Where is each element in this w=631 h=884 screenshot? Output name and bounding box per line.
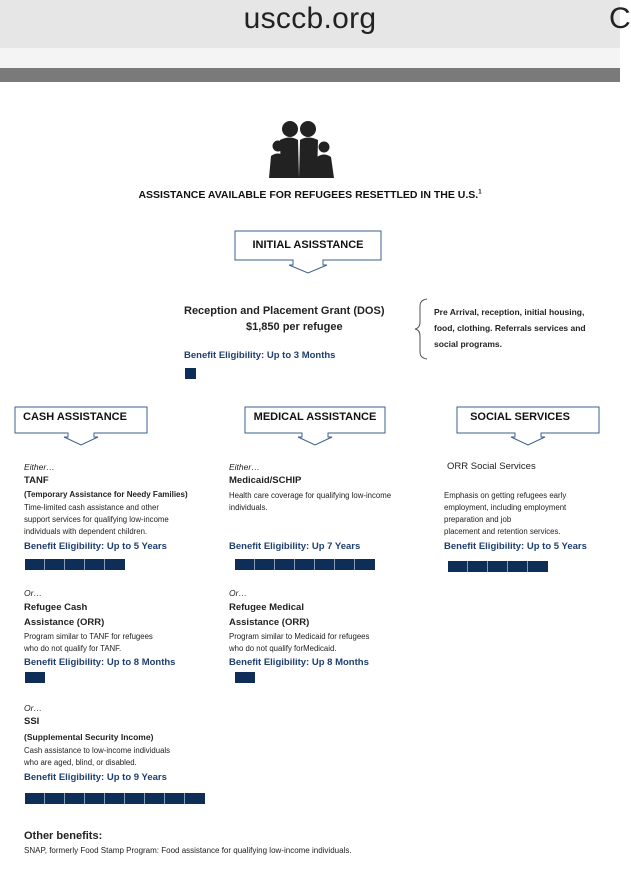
rca-title-2: Assistance (ORR) [24,617,105,628]
bar-segment [45,793,65,804]
ssi-desc-1: Cash assistance to low-income individuals [24,746,171,755]
bar-segment [125,793,145,804]
rca-desc-1: Program similar to TANF for refugees [24,632,153,641]
cash-either: Either… [24,462,55,472]
bar-segment [508,561,528,572]
bar-segment [25,559,45,570]
bar-segment [185,793,205,804]
social-desc-4: placement and retention services. [444,527,561,536]
browser-address-bar[interactable] [0,0,631,48]
bar-segment [235,559,255,570]
rma-title-1: Refugee Medical [229,602,304,613]
cash-or-2: Or… [24,703,42,713]
social-eligibility: Benefit Eligibility: Up to 5 Years [444,541,587,552]
social-eligibility-bar [448,561,548,572]
rma-eligibility: Benefit Eligibility: Up 8 Months [229,657,369,668]
bar-segment [355,559,375,570]
tanf-eligibility: Benefit Eligibility: Up to 5 Years [24,541,167,552]
ssi-eligibility: Benefit Eligibility: Up to 9 Years [24,772,167,783]
bar-segment [25,793,45,804]
bar-segment [335,559,355,570]
initial-arrow-box [234,230,382,274]
ssi-eligibility-bar [25,793,205,804]
tanf-title: TANF [24,475,49,486]
bar-segment [255,559,275,570]
rma-desc-1: Program similar to Medicaid for refugees [229,632,370,641]
rma-desc-2: who do not qualify forMedicaid. [229,644,337,653]
medical-either: Either… [229,462,260,472]
ssi-subtitle: (Supplemental Security Income) [24,732,154,742]
bar-segment [235,672,255,683]
grant-name: Reception and Placement Grant (DOS) [184,305,385,317]
bar-segment [488,561,508,572]
bar-segment [105,559,125,570]
tanf-desc-2: support services for qualifying low-income [24,515,169,524]
bar-segment [315,559,335,570]
rca-eligibility: Benefit Eligibility: Up to 8 Months [24,657,176,668]
footnote-marker: 1 [478,189,482,196]
ssi-title: SSI [24,716,40,727]
social-desc-3: preparation and job [444,515,512,524]
social-desc-1: Emphasis on getting refugees early [444,491,567,500]
brace-line-2: food, clothing. Referrals services and [434,323,586,333]
rca-title-1: Refugee Cash [24,602,88,613]
grant-amount: $1,850 per refugee [246,321,343,333]
brace-line-3: social programs. [434,339,503,349]
bar-segment [145,793,165,804]
url-text[interactable]: usccb.org [243,2,377,35]
tanf-subtitle: (Temporary Assistance for Needy Families) [24,490,188,499]
ssi-desc-2: who are aged, blind, or disabled. [24,758,137,767]
brace-line-1: Pre Arrival, reception, initial housing, [434,307,585,317]
bar-segment [448,561,468,572]
rma-title-2: Assistance (ORR) [229,617,310,628]
bar-segment [105,793,125,804]
brace-icon [414,298,430,360]
medical-or-1: Or… [229,588,247,598]
initial-eligibility-bar [185,368,196,379]
bar-segment [275,559,295,570]
tanf-desc-1: Time-limited cash assistance and other [24,503,159,512]
social-title: ORR Social Services [447,461,536,472]
page-title: ASSISTANCE AVAILABLE FOR REFUGEES RESETTLED IN THE U.S.$^1$ [138,189,482,201]
medicaid-title: Medicaid/SCHIP [229,475,302,486]
bar-segment [295,559,315,570]
url-edge-glyph: C [609,2,631,35]
medicaid-desc-1: Health care coverage for qualifying low-income [229,491,392,500]
cash-or-1: Or… [24,588,42,598]
rca-desc-2: who do not qualify for TANF. [24,644,122,653]
initial-eligibility: Benefit Eligibility: Up to 3 Months [184,350,336,361]
progress-band [0,68,620,82]
bar-segment [528,561,548,572]
bar-segment [45,559,65,570]
family-icon [262,120,344,180]
rma-eligibility-bar [235,672,255,683]
social-desc-2: employment, including employment [444,503,567,512]
bar-segment [185,368,196,379]
tanf-desc-3: individuals with dependent children. [24,527,148,536]
bar-segment [468,561,488,572]
toolbar-band [0,48,620,68]
rca-eligibility-bar [25,672,45,683]
medicaid-eligibility-bar [235,559,375,570]
other-benefits-title: Other benefits: [24,830,103,842]
other-benefits-desc: SNAP, formerly Food Stamp Program: Food assistance for qualifying low-income individuals. [24,846,352,855]
bar-segment [165,793,185,804]
medicaid-eligibility: Benefit Eligibility: Up 7 Years [229,541,361,552]
bar-segment [65,559,85,570]
bar-segment [65,793,85,804]
tanf-eligibility-bar [25,559,125,570]
bar-segment [85,559,105,570]
bar-segment [25,672,45,683]
medicaid-desc-2: individuals. [229,503,268,512]
bar-segment [85,793,105,804]
